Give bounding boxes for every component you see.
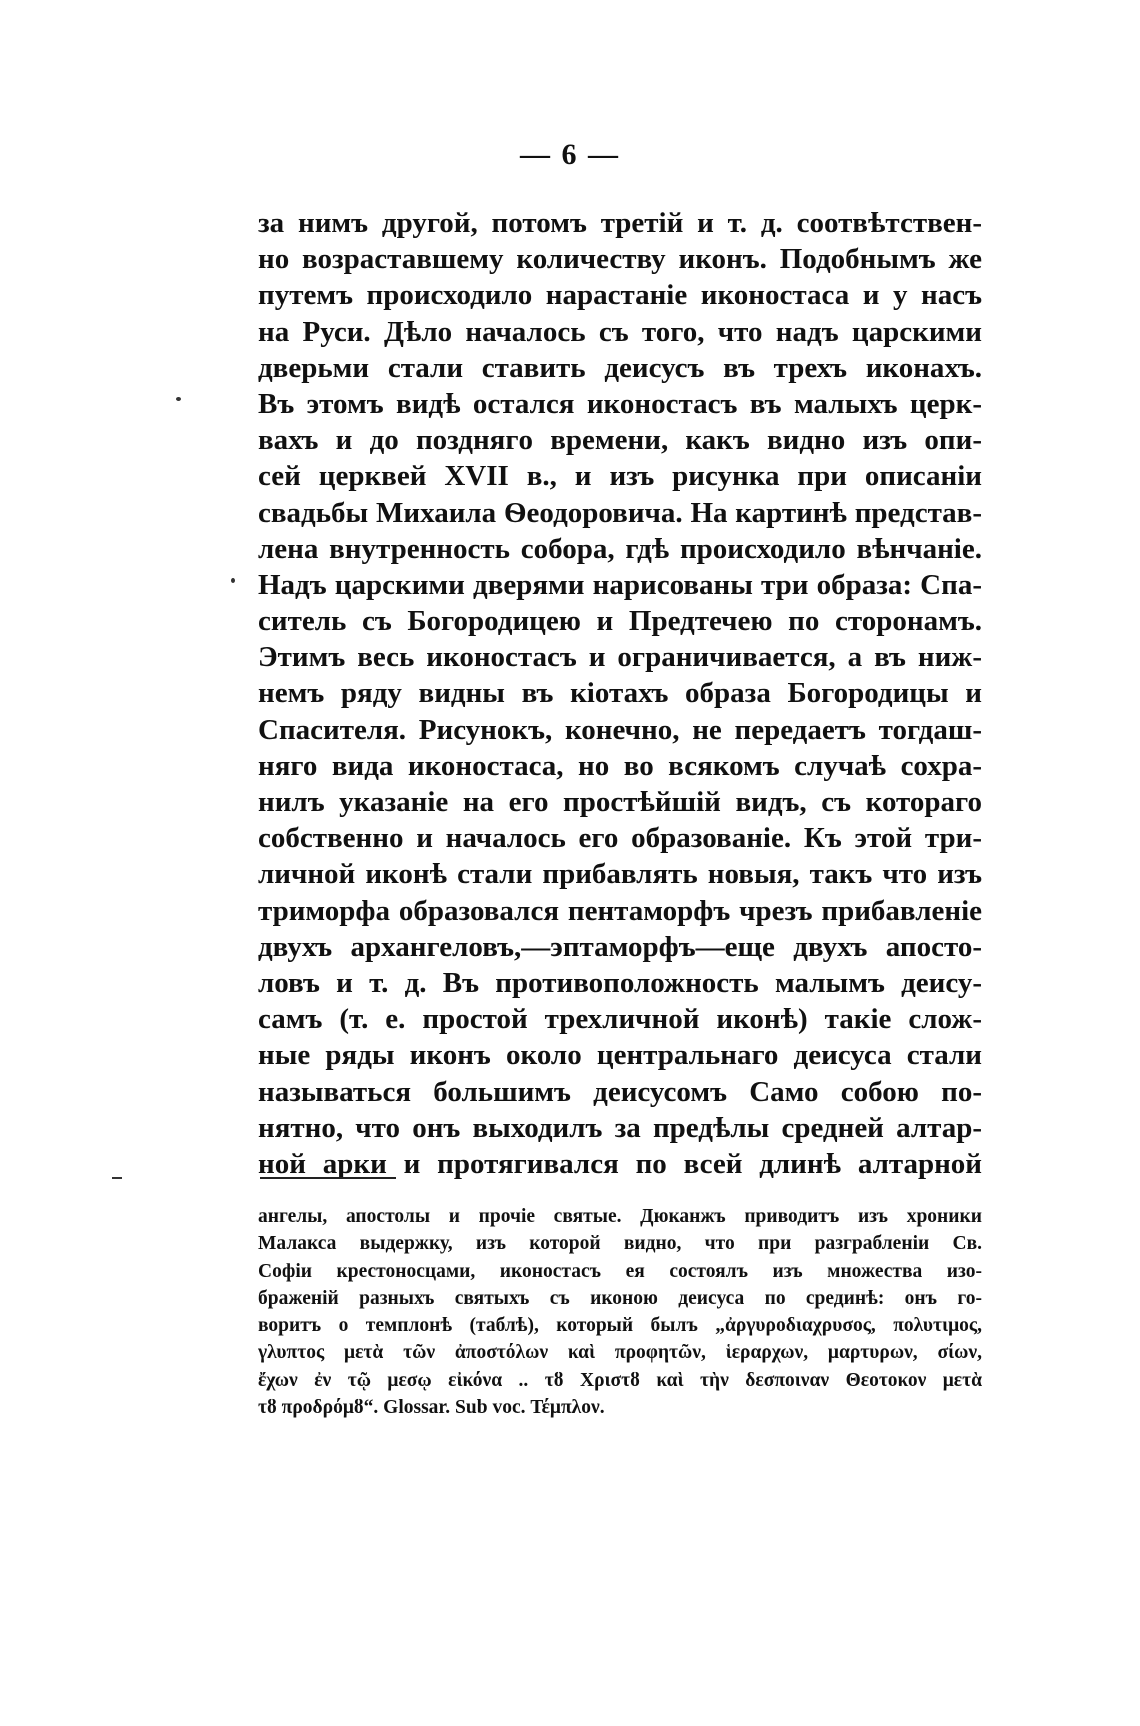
body-line: нятно, что онъ выходилъ за предѣлы средней алтар-	[258, 1111, 982, 1144]
footnote-line: браженій разныхъ святыхъ съ иконою деисуса по срединѣ: онъ го-	[258, 1287, 982, 1309]
body-line: няго вида иконостаса, но во всякомъ случаѣ сохра-	[258, 749, 982, 782]
body-line: сей церквей XVII в., и изъ рисунка при описаніи	[258, 460, 982, 493]
margin-mark	[176, 397, 181, 401]
footnote-line: τȣ προδρόμȣ“. Glossar. Sub voc. Τέμπλον.	[258, 1397, 605, 1419]
body-line: Надъ царскими дверями нарисованы три образа: Спа-	[258, 568, 982, 601]
body-line: лена внутренность собора, гдѣ происходило вѣнчаніе.	[258, 532, 982, 565]
margin-mark	[112, 1177, 122, 1179]
body-line: на Руси. Дѣло началось съ того, что надъ царскими	[258, 315, 982, 348]
body-line: ные ряды иконъ около центральнаго деисуса стали	[258, 1039, 982, 1072]
body-line: путемъ происходило нарастаніе иконостаса и у насъ	[258, 279, 982, 312]
body-line: самъ (т. е. простой трехличной иконѣ) такіе слож-	[258, 1003, 982, 1036]
footnote-line: воритъ о темплонѣ (таблѣ), который былъ „ἀργυροδιαχρυσος, πολυτιμος,	[258, 1315, 982, 1337]
footnote-line: ангелы, апостолы и прочіе святые. Дюканжъ приводитъ изъ хроники	[258, 1206, 982, 1227]
body-line: ной арки и протягивался по всей длинѣ алтарной	[258, 1147, 982, 1180]
body-line: собственно и началось его образованіе. Къ этой три-	[258, 822, 982, 855]
body-line: триморфа образовался пентаморфъ чрезъ прибавленіе	[258, 894, 982, 927]
body-line: Этимъ весь иконостасъ и ограничивается, а въ ниж-	[258, 641, 982, 674]
footnote	[258, 1203, 982, 1421]
body-line: но возраставшему количеству иконъ. Подобнымъ же	[258, 243, 982, 276]
body-line: за нимъ другой, потомъ третій и т. д. соотвѣтствен-	[258, 207, 982, 239]
footnote-separator	[260, 1177, 396, 1179]
body-line: двухъ архангеловъ,—эптаморфъ—еще двухъ апосто-	[258, 930, 982, 963]
body-line: нилъ указаніе на его простѣйшій видъ, съ котораго	[258, 786, 982, 818]
body-line: вахъ и до позднягo времени, какъ видно изъ опи-	[258, 424, 982, 457]
footnote-line: γλυπτος μετὰ τῶν ἀποστόλων καὶ προφητῶν, ἱεραρχων, μαρτυρων, σίων,	[258, 1342, 982, 1364]
body-line: свадьбы Михаила Ѳеодоровича. На картинѣ представ-	[258, 496, 982, 529]
body-line: личной иконѣ стали прибавлять новыя, такъ что изъ	[258, 858, 982, 891]
body-line: немъ ряду видны въ кіотахъ образа Богородицы и	[258, 677, 982, 710]
body-line: Въ этомъ видѣ остался иконостасъ въ малыхъ церк-	[258, 387, 982, 420]
page-number: — 6 —	[520, 138, 620, 171]
margin-mark	[231, 578, 235, 583]
body-line: дверьми стали ставить деисусъ въ трехъ иконахъ.	[258, 351, 982, 384]
footnote-line: Малакса выдержку, изъ которой видно, что при разграбленіи Св.	[258, 1233, 982, 1255]
body-text	[258, 205, 982, 1182]
body-line: Спасителя. Рисунокъ, конечно, не передаетъ тогдаш-	[258, 713, 982, 746]
body-line: называться большимъ деисусомъ Само собою по-	[258, 1075, 982, 1108]
body-line: ситель съ Богородицею и Предтечею по сторонамъ.	[258, 605, 982, 638]
body-line: ловъ и т. д. Въ противоположность малымъ деису-	[258, 966, 982, 999]
footnote-line: Софіи крестоносцами, иконостасъ ея состоялъ изъ множества изо-	[258, 1260, 982, 1282]
footnote-line: ἔχων ἐν τῷ μεσῳ εἰκόνα .. τȣ Χριστȣ καὶ τὴν δεσποιναν Θεοτοκον μετὰ	[258, 1369, 982, 1391]
